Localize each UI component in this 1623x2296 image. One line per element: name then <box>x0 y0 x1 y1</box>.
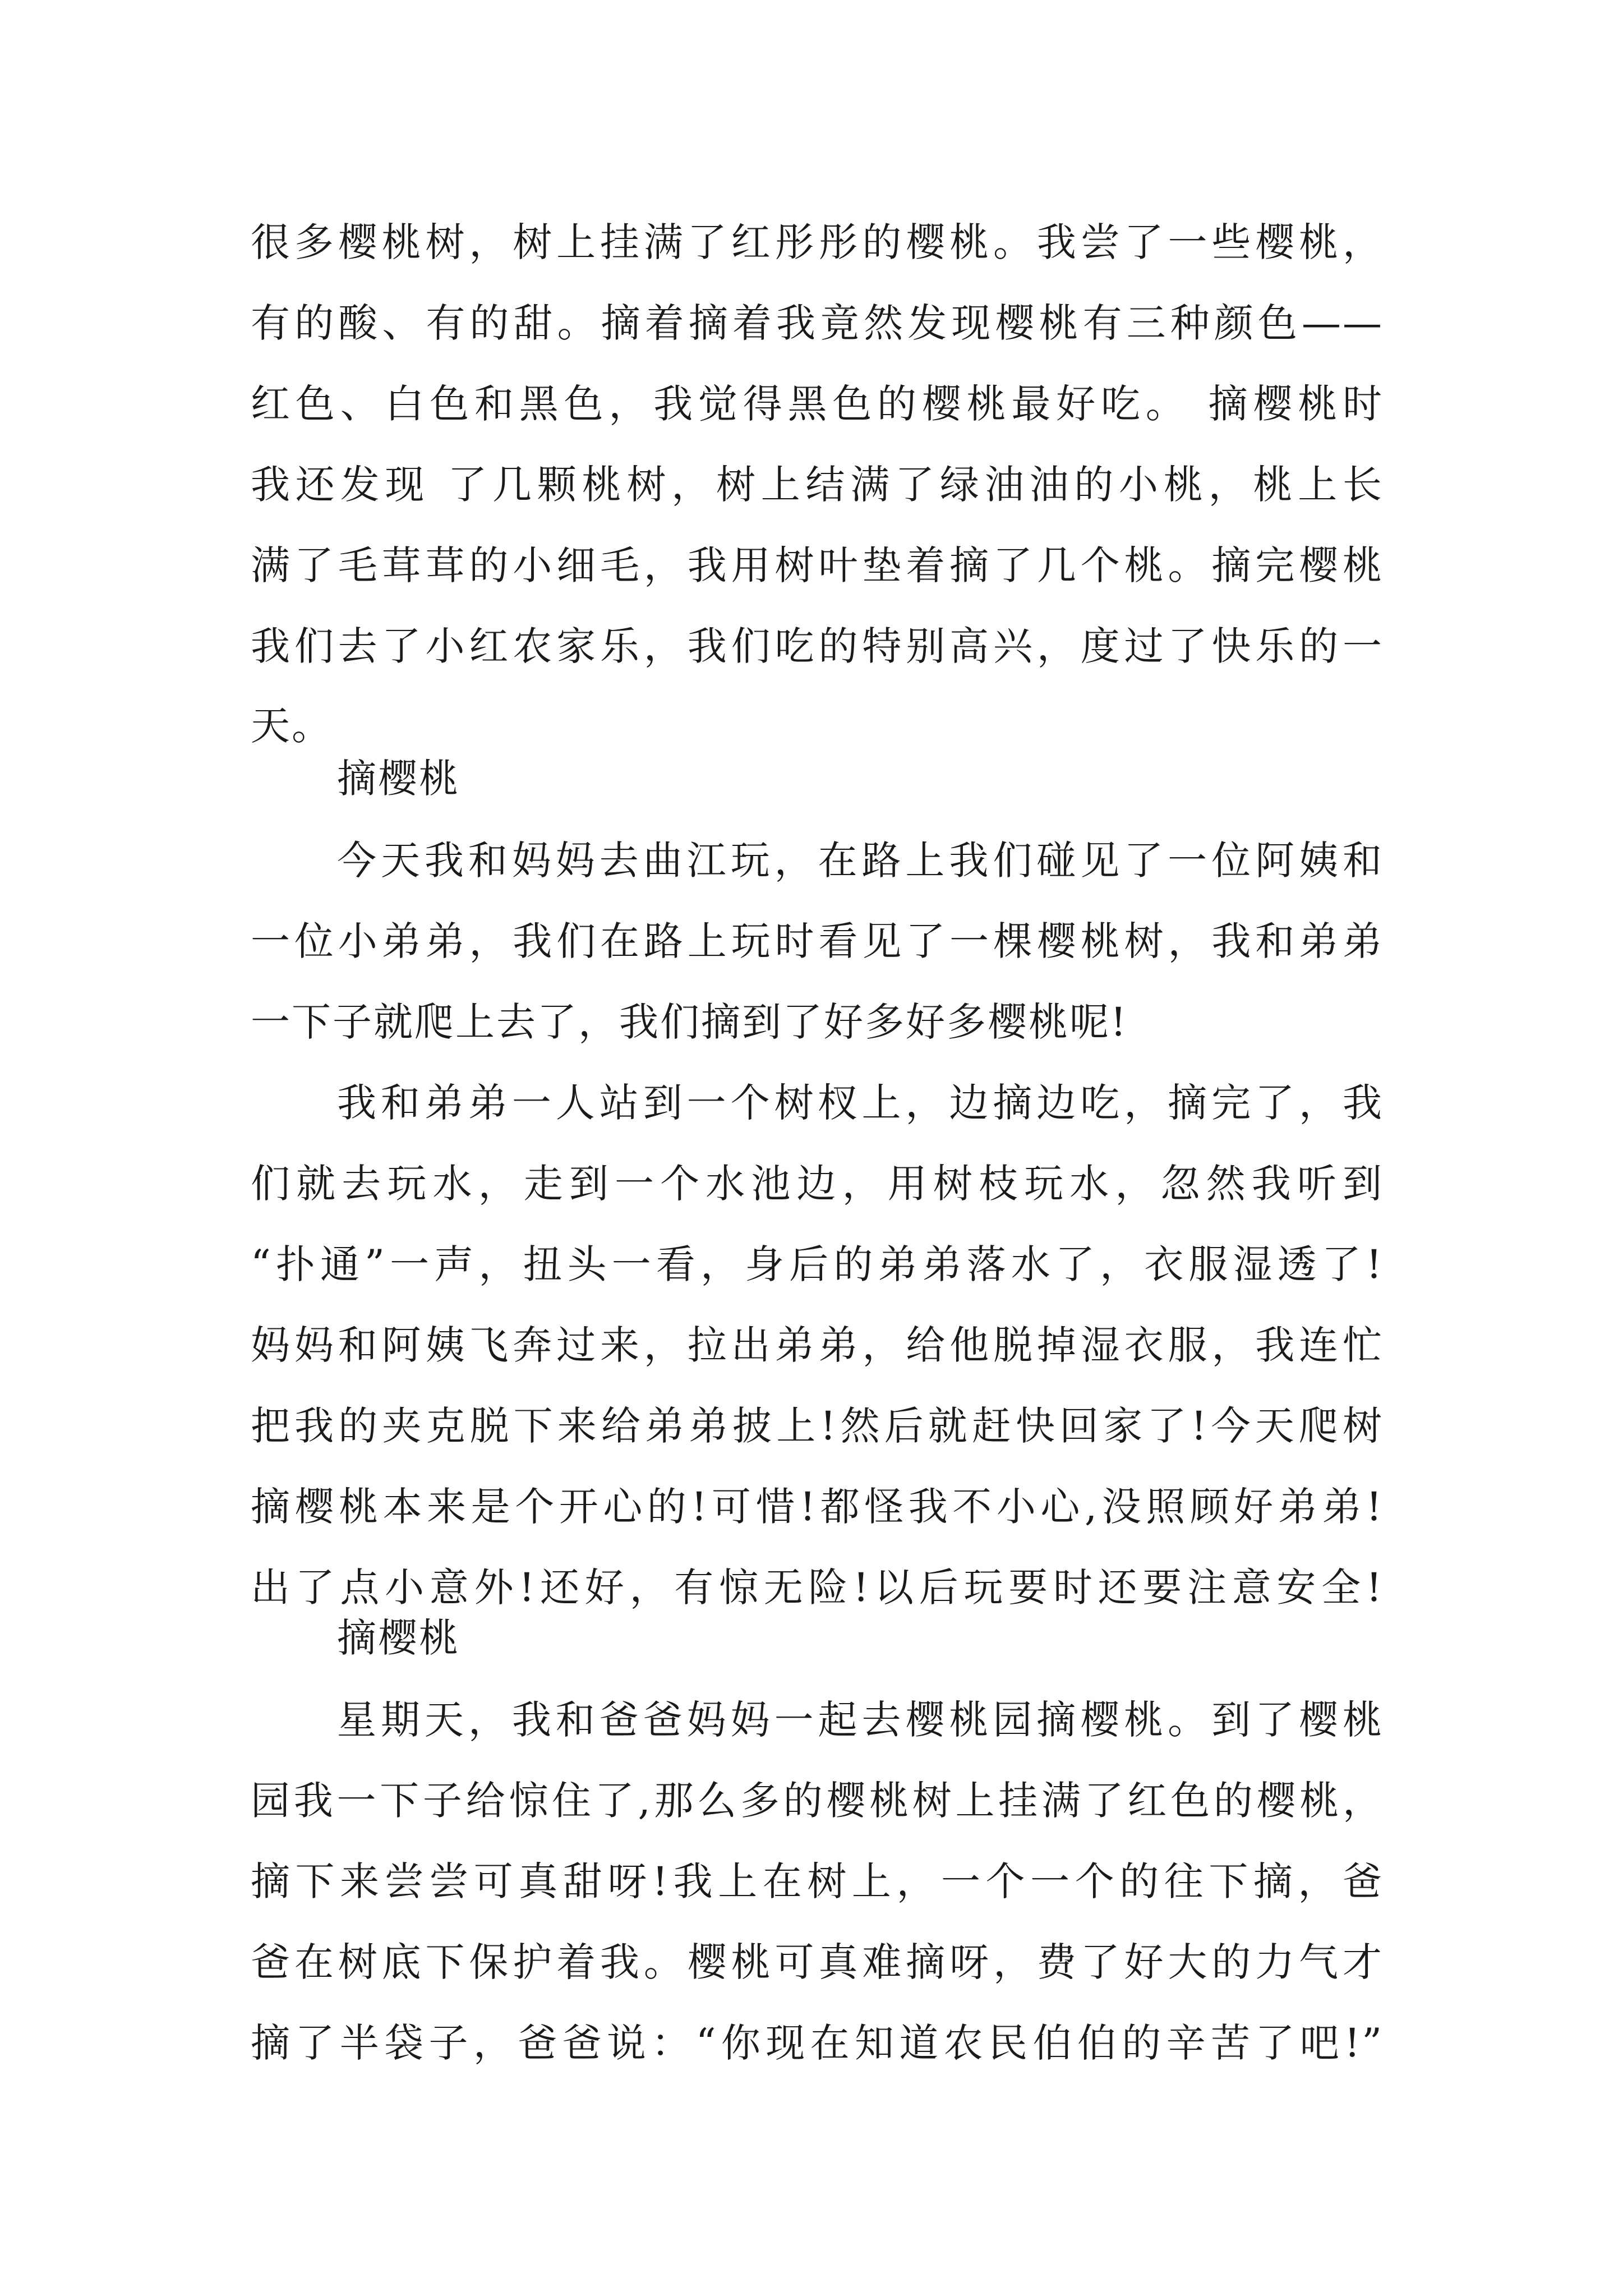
text-line: 有的酸、有的甜。摘着摘着我竟然发现樱桃有三种颜色—— <box>251 300 1384 346</box>
section-heading: 摘樱桃 <box>337 1615 460 1661</box>
text-line: 我还发现 了几颗桃树，树上结满了绿油油的小桃，桃上长 <box>251 462 1384 508</box>
text-line: 很多樱桃树，树上挂满了红彤彤的樱桃。我尝了一些樱桃， <box>251 219 1384 265</box>
text-line: 们就去玩水，走到一个水池边，用树枝玩水，忽然我听到 <box>251 1161 1384 1207</box>
text-line: 摘下来尝尝可真甜呀!我上在树上，一个一个的往下摘，爸 <box>251 1858 1384 1904</box>
text-line: 天。 <box>251 703 333 749</box>
paragraph-first-line: 今天我和妈妈去曲江玩，在路上我们碰见了一位阿姨和 <box>337 838 1384 884</box>
text-line: 出了点小意外!还好，有惊无险!以后玩要时还要注意安全! <box>251 1565 1384 1611</box>
text-line: 满了毛茸茸的小细毛，我用树叶垫着摘了几个桃。摘完樱桃 <box>251 542 1384 588</box>
text-line: 妈妈和阿姨飞奔过来，拉出弟弟，给他脱掉湿衣服，我连忙 <box>251 1322 1384 1368</box>
text-line: 园我一下子给惊住了,那么多的樱桃树上挂满了红色的樱桃， <box>251 1778 1384 1824</box>
text-line: 红色、白色和黑色，我觉得黑色的樱桃最好吃。 摘樱桃时 <box>251 381 1384 427</box>
text-line: 摘了半袋子，爸爸说：“你现在知道农民伯伯的辛苦了吧!” <box>251 2020 1384 2066</box>
text-line: 爸在树底下保护着我。樱桃可真难摘呀，费了好大的力气才 <box>251 1939 1384 1985</box>
text-line: “扑通”一声，扭头一看，身后的弟弟落水了，衣服湿透了! <box>251 1241 1384 1287</box>
text-line: 摘樱桃本来是个开心的!可惜!都怪我不小心,没照顾好弟弟! <box>251 1484 1384 1530</box>
text-line: 一下子就爬上去了，我们摘到了好多好多樱桃呢! <box>251 999 1128 1045</box>
text-line: 把我的夹克脱下来给弟弟披上!然后就赶快回家了!今天爬树 <box>251 1403 1384 1449</box>
text-line: 我们去了小红农家乐，我们吃的特别高兴，度过了快乐的一 <box>251 623 1384 669</box>
paragraph-first-line: 星期天，我和爸爸妈妈一起去樱桃园摘樱桃。到了樱桃 <box>337 1697 1384 1743</box>
paragraph-first-line: 我和弟弟一人站到一个树杈上，边摘边吃，摘完了，我 <box>337 1080 1384 1126</box>
text-line: 一位小弟弟，我们在路上玩时看见了一棵樱桃树，我和弟弟 <box>251 918 1384 964</box>
section-heading: 摘樱桃 <box>337 756 460 802</box>
